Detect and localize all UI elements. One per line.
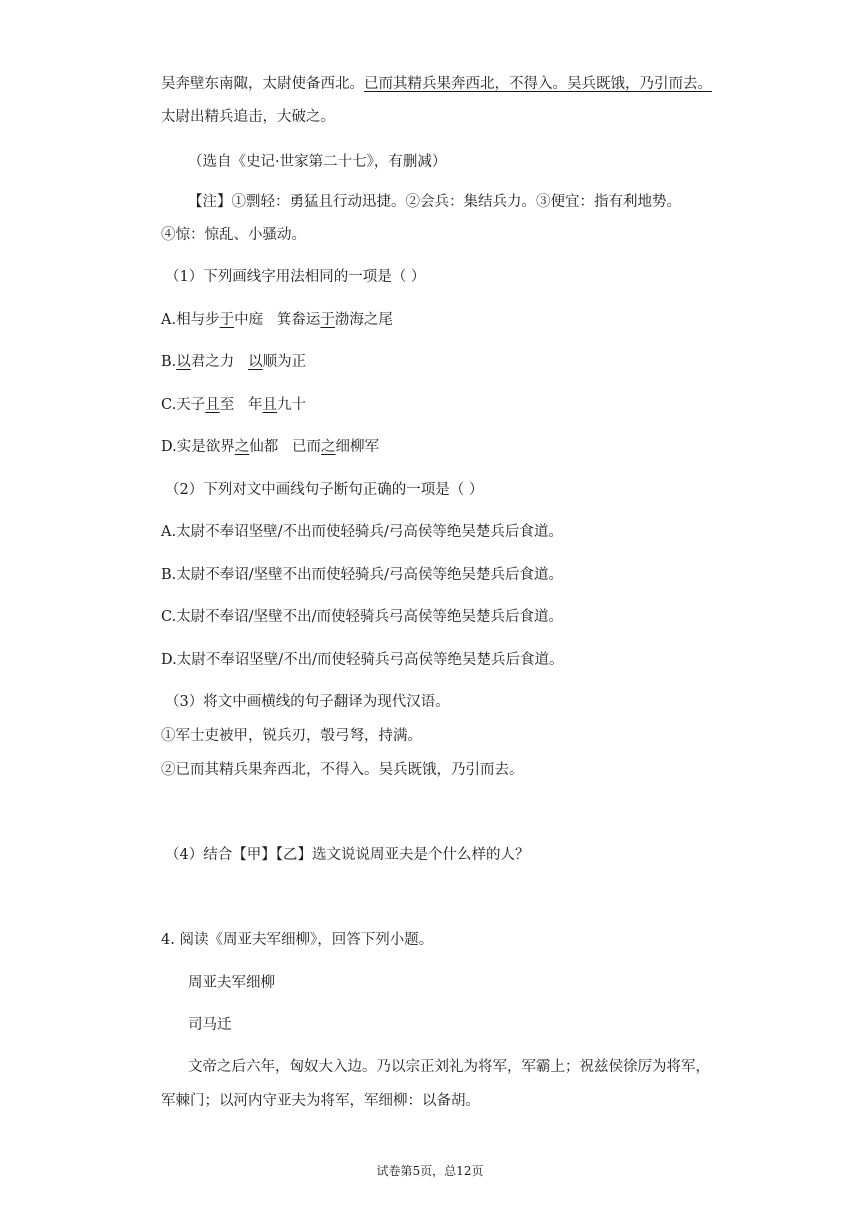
underlined-char: 以: [176, 354, 191, 370]
underlined-char: 于: [219, 312, 235, 328]
q2-option-a: A.太尉不奉诏坚壁/不出而使轻骑兵/弓高侯等绝吴楚兵后食道。: [161, 524, 563, 540]
underlined-char: 于: [320, 312, 335, 328]
question-3-stem: （3）将文中画横线的句子翻译为现代汉语。: [165, 694, 450, 710]
q2-option-d: D.太尉不奉诏坚壁/不出/而使轻骑兵弓高侯等绝吴楚兵后食道。: [161, 652, 564, 668]
underlined-char: 之: [234, 439, 250, 455]
notes-line-1: 【注】①剽轻：勇猛且行动迅捷。②会兵：集结兵力。③便宜：指有利地势。: [188, 194, 681, 210]
q1-option-d: D.实是欲界之仙都 已而之细柳军: [161, 439, 380, 455]
q3-item-1: ①军士吏被甲，锐兵刃，彀弓弩，持满。: [161, 728, 422, 744]
passage-line-2: 太尉出精兵追击，大破之。: [161, 109, 335, 125]
passage-text: 吴奔壁东南陬，太尉使备西北。: [161, 76, 364, 92]
source-citation: （选自《史记·世家第二十七》，有删减）: [188, 154, 447, 170]
underlined-char: 且: [262, 397, 278, 413]
passage-line-1: [161, 74, 712, 94]
underlined-char: 且: [205, 397, 220, 413]
underlined-sentence: 已而其精兵果奔西北，不得入。吴兵既饿，乃引而去。: [364, 76, 712, 92]
question-2-stem: （2）下列对文中画线句子断句正确的一项是（ ）: [165, 482, 484, 498]
q2-option-b: B.太尉不奉诏/坚壁不出而使轻骑兵/弓高侯等绝吴楚兵后食道。: [161, 567, 564, 583]
underlined-char: 之: [321, 439, 336, 455]
passage-paragraph-line-1: 文帝之后六年，匈奴大入边。乃以宗正刘礼为将军，军霸上；祝兹侯徐厉为将军，: [188, 1059, 710, 1075]
question-heading: 4. 阅读《周亚夫军细柳》，回答下列小题。: [161, 932, 434, 948]
q1-option-b: B.以君之力 以顺为正: [161, 354, 307, 370]
underlined-char: 以: [248, 354, 263, 370]
passage-title: 周亚夫军细柳: [188, 975, 275, 991]
q1-option-a: A.相与步于中庭 箕畚运于渤海之尾: [161, 312, 393, 328]
question-4-stem: （4）结合【甲】【乙】选文说说周亚夫是个什么样的人？: [165, 847, 530, 863]
notes-line-2: ④惊：惊乱、小骚动。: [161, 227, 306, 243]
q2-option-c: C.太尉不奉诏/坚壁不出/而使轻骑兵弓高侯等绝吴楚兵后食道。: [161, 609, 563, 625]
q3-item-2: ②已而其精兵果奔西北，不得入。吴兵既饿，乃引而去。: [161, 762, 524, 778]
page-footer: 试卷第5页，总12页: [376, 1164, 484, 1178]
q1-option-c: C.天子且至 年且九十: [161, 397, 307, 413]
question-1-stem: （1）下列画线字用法相同的一项是（ ）: [165, 269, 426, 285]
passage-author: 司马迁: [188, 1017, 232, 1033]
passage-paragraph-line-2: 军棘门；以河内守亚夫为将军，军细柳：以备胡。: [161, 1093, 480, 1109]
